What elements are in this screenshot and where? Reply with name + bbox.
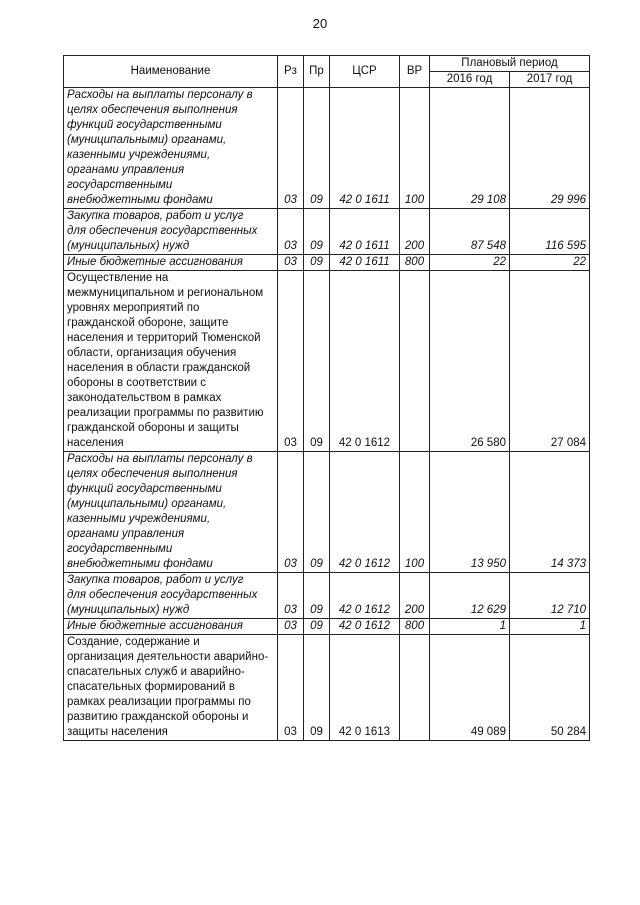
cell-csr: 42 0 1611 — [330, 88, 400, 209]
cell-vr: 100 — [400, 88, 430, 209]
cell-vr: 200 — [400, 573, 430, 619]
row-name-line: (муниципальных) нужд — [67, 240, 190, 252]
row-name-line: населения — [67, 437, 124, 449]
row-name-line: Закупка товаров, работ и услуг — [67, 574, 244, 586]
cell-y2017: 29 996 — [510, 88, 590, 209]
row-name-line: органами управления — [67, 164, 185, 176]
row-name-line: (муниципальными) органами, — [67, 498, 227, 510]
row-name-line: (муниципальных) нужд — [67, 604, 190, 616]
cell-y2016: 29 108 — [430, 88, 510, 209]
row-name-line: реализации программы по развитию — [67, 407, 264, 419]
cell-pr: 09 — [304, 573, 330, 619]
cell-rz: 03 — [278, 255, 304, 271]
cell-rz: 03 — [278, 635, 304, 741]
cell-rz: 03 — [278, 271, 304, 452]
row-name — [64, 255, 278, 271]
row-name-line: государственными — [67, 179, 173, 191]
col-header-name: Наименование — [64, 56, 278, 88]
table-row — [64, 255, 590, 271]
cell-pr: 09 — [304, 88, 330, 209]
row-name — [64, 271, 278, 452]
cell-y2016: 1 — [430, 619, 510, 635]
cell-rz: 03 — [278, 619, 304, 635]
row-name-line: целях обеспечения выполнения — [67, 104, 238, 116]
cell-pr: 09 — [304, 255, 330, 271]
cell-csr: 42 0 1612 — [330, 619, 400, 635]
row-name-line: функций государственными — [67, 119, 222, 131]
row-name-line: органами управления — [67, 528, 185, 540]
cell-rz: 03 — [278, 573, 304, 619]
row-name-line: Иные бюджетные ассигнования — [67, 256, 243, 268]
row-name-line: целях обеспечения выполнения — [67, 468, 238, 480]
cell-pr: 09 — [304, 271, 330, 452]
row-name-line: спасательных служб и аварийно- — [67, 666, 245, 678]
cell-csr: 42 0 1612 — [330, 573, 400, 619]
row-name-line: государственными — [67, 543, 173, 555]
col-header-rz: Рз — [278, 56, 304, 88]
cell-y2017: 14 373 — [510, 452, 590, 573]
row-name — [64, 88, 278, 209]
table-row — [64, 619, 590, 635]
row-name-line: Осуществление на — [67, 272, 169, 284]
row-name-line: Создание, содержание и — [67, 636, 200, 648]
cell-csr: 42 0 1611 — [330, 209, 400, 255]
cell-csr: 42 0 1611 — [330, 255, 400, 271]
row-name-line: рамках реализации программы по — [67, 696, 251, 708]
row-name-line: обороны в соответствии с — [67, 377, 207, 389]
row-name — [64, 635, 278, 741]
table-row — [64, 573, 590, 619]
row-name-line: для обеспечения государственных — [67, 589, 258, 601]
row-name-line: законодательством в рамках — [67, 392, 222, 404]
cell-y2016: 26 580 — [430, 271, 510, 452]
cell-y2017: 116 595 — [510, 209, 590, 255]
cell-y2017: 22 — [510, 255, 590, 271]
row-name-line: внебюджетными фондами — [67, 194, 213, 206]
cell-y2017: 27 084 — [510, 271, 590, 452]
cell-rz: 03 — [278, 452, 304, 573]
col-header-2016: 2016 год — [430, 72, 510, 88]
row-name-line: Расходы на выплаты персоналу в — [67, 453, 253, 465]
cell-pr: 09 — [304, 635, 330, 741]
cell-rz: 03 — [278, 209, 304, 255]
row-name-line: (муниципальными) органами, — [67, 134, 227, 146]
row-name — [64, 452, 278, 573]
cell-pr: 09 — [304, 209, 330, 255]
cell-vr: 800 — [400, 255, 430, 271]
cell-csr: 42 0 1612 — [330, 271, 400, 452]
row-name — [64, 619, 278, 635]
row-name-line: гражданской обороне, защите — [67, 317, 229, 329]
col-header-csr: ЦСР — [330, 56, 400, 88]
row-name — [64, 573, 278, 619]
cell-csr: 42 0 1613 — [330, 635, 400, 741]
row-name-line: развитию гражданской обороны и — [67, 711, 249, 723]
table-row — [64, 635, 590, 741]
cell-vr: 800 — [400, 619, 430, 635]
table-row — [64, 209, 590, 255]
row-name-line: гражданской обороны и защиты — [67, 422, 239, 434]
cell-vr: 200 — [400, 209, 430, 255]
budget-table — [63, 55, 590, 741]
row-name — [64, 209, 278, 255]
cell-pr: 09 — [304, 452, 330, 573]
row-name-line: области, организация обучения — [67, 347, 237, 359]
row-name-line: Иные бюджетные ассигнования — [67, 620, 243, 632]
cell-vr — [400, 271, 430, 452]
row-name-line: спасательных формирований в — [67, 681, 235, 693]
cell-y2016: 49 089 — [430, 635, 510, 741]
cell-y2017: 50 284 — [510, 635, 590, 741]
row-name-line: населения в области гражданской — [67, 362, 251, 374]
col-header-pr: Пр — [304, 56, 330, 88]
row-name-line: Расходы на выплаты персоналу в — [67, 89, 253, 101]
table-row — [64, 271, 590, 452]
cell-y2017: 12 710 — [510, 573, 590, 619]
cell-y2016: 87 548 — [430, 209, 510, 255]
row-name-line: уровнях мероприятий по — [67, 302, 200, 314]
row-name-line: защиты населения — [67, 726, 168, 738]
row-name-line: организация деятельности аварийно- — [67, 651, 269, 663]
page-number: 20 — [312, 16, 328, 31]
row-name-line: внебюджетными фондами — [67, 558, 213, 570]
row-name-line: межмуниципальном и региональном — [67, 287, 264, 299]
col-header-2017: 2017 год — [510, 72, 590, 88]
row-name-line: населения и территорий Тюменской — [67, 332, 261, 344]
cell-vr — [400, 635, 430, 741]
table-row — [64, 88, 590, 209]
table-row — [64, 452, 590, 573]
cell-y2016: 13 950 — [430, 452, 510, 573]
row-name-line: для обеспечения государственных — [67, 225, 258, 237]
row-name-line: Закупка товаров, работ и услуг — [67, 210, 244, 222]
col-header-vr: ВР — [400, 56, 430, 88]
cell-y2016: 12 629 — [430, 573, 510, 619]
col-header-period: Плановый период — [430, 56, 590, 72]
row-name-line: функций государственными — [67, 483, 222, 495]
cell-csr: 42 0 1612 — [330, 452, 400, 573]
cell-y2016: 22 — [430, 255, 510, 271]
cell-vr: 100 — [400, 452, 430, 573]
cell-rz: 03 — [278, 88, 304, 209]
cell-pr: 09 — [304, 619, 330, 635]
row-name-line: казенными учреждениями, — [67, 149, 211, 161]
row-name-line: казенными учреждениями, — [67, 513, 211, 525]
cell-y2017: 1 — [510, 619, 590, 635]
